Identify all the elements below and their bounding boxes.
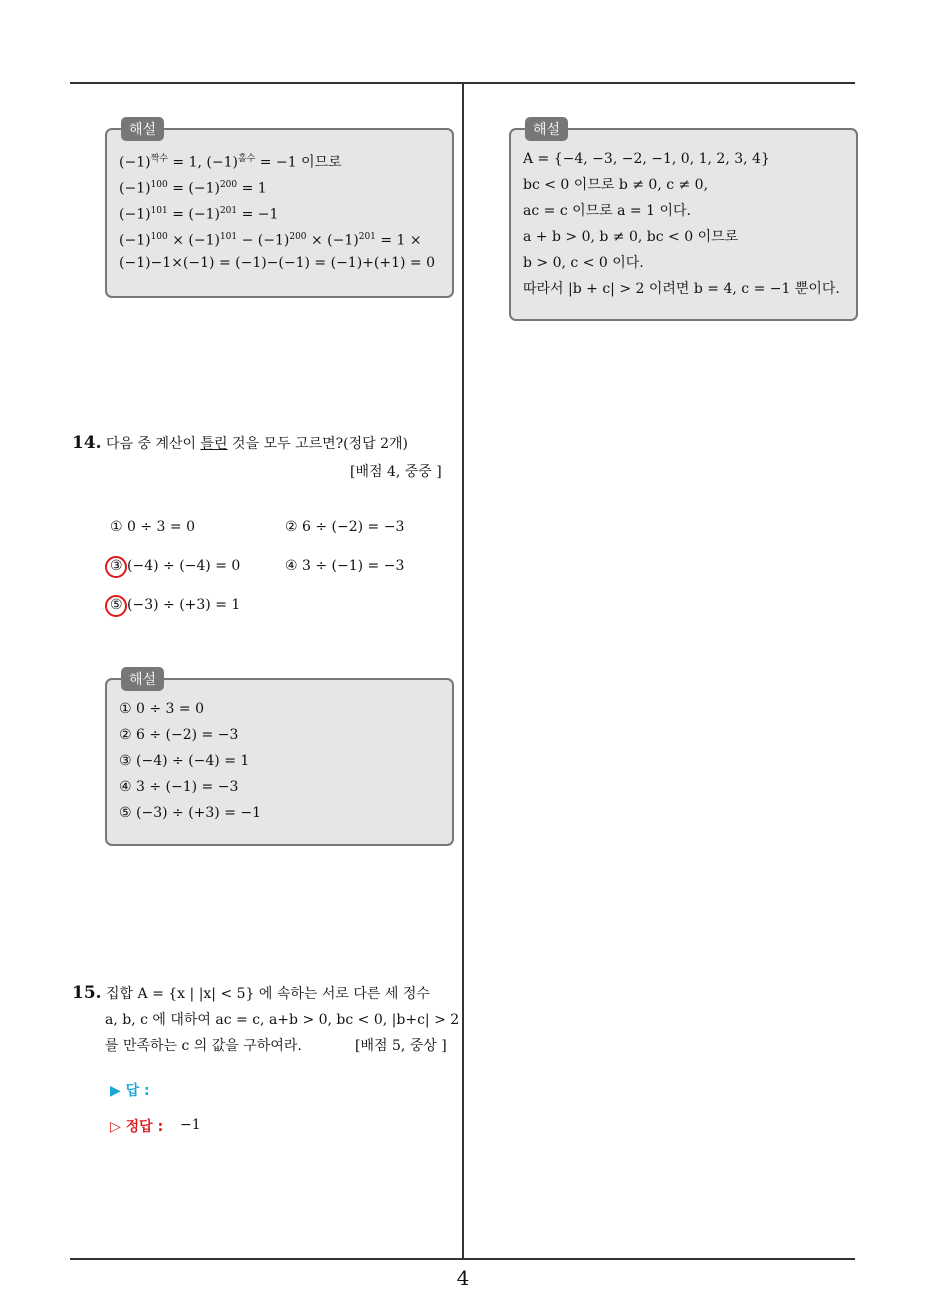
solution-line: bc < 0 이므로 b ≠ 0, c ≠ 0, xyxy=(523,177,709,193)
solution-line: $(-1)^{101} = (-1)^{201} = -1$ xyxy=(119,206,279,223)
question-14 xyxy=(72,433,408,453)
question-text-underlined: 틀린 xyxy=(200,436,228,452)
solution-line: A = {−4, −3, −2, −1, 0, 1, 2, 3, 4} xyxy=(523,151,770,167)
solution-tag: 해설 xyxy=(121,667,164,691)
page-number: 4 xyxy=(456,1266,470,1290)
solution-line: a + b > 0, b ≠ 0, bc < 0 이므로 xyxy=(523,229,739,245)
solution-line: ③ (−4) ÷ (−4) = 1 xyxy=(119,753,250,769)
choice-4[interactable]: ④ 3 ÷ (−1) = −3 xyxy=(285,558,405,574)
solution-tag: 해설 xyxy=(121,117,164,141)
column-divider xyxy=(462,84,464,1259)
solution-line: (−1)−1×(−1) = (−1)−(−1) = (−1)+(+1) = 0 xyxy=(119,255,435,271)
correct-answer-label: ▷ 정답 : xyxy=(110,1119,164,1135)
answer-input-label[interactable]: ▶ 답 : xyxy=(110,1083,150,1099)
correct-answer-value: −1 xyxy=(180,1117,201,1133)
question-15 xyxy=(72,983,430,1003)
choice-1[interactable]: ① 0 ÷ 3 = 0 xyxy=(110,519,195,535)
solution-line: b > 0, c < 0 이다. xyxy=(523,255,644,271)
question-text: 것을 모두 고르면?(정답 2개) xyxy=(227,436,408,452)
solution-line: ④ 3 ÷ (−1) = −3 xyxy=(119,779,239,795)
question-number: 15. xyxy=(72,983,102,1003)
solution-line: ac = c 이므로 a = 1 이다. xyxy=(523,203,691,219)
question-text: 다음 중 계산이 xyxy=(106,436,201,452)
question-score: [배점 5, 중상 ] xyxy=(355,1038,447,1054)
question-number: 14. xyxy=(72,433,102,453)
choice-3[interactable]: ③ (−4) ÷ (−4) = 0 xyxy=(110,558,241,574)
question-text: 를 만족하는 c 의 값을 구하여라. xyxy=(105,1038,302,1054)
choice-5[interactable]: ⑤ (−3) ÷ (+3) = 1 xyxy=(110,597,241,613)
solution-line: ① 0 ÷ 3 = 0 xyxy=(119,701,204,717)
solution-line: $(-1)^{짝수} = 1$, $(-1)^{홀수} = -1$ 이므로 xyxy=(119,154,342,171)
solution-box-13 xyxy=(105,122,454,298)
solution-box-15 xyxy=(509,122,858,321)
solution-line: 따라서 |b + c| > 2 이려면 b = 4, c = −1 뿐이다. xyxy=(523,281,840,297)
solution-line: ② 6 ÷ (−2) = −3 xyxy=(119,727,239,743)
solution-line: $(-1)^{100} \times (-1)^{101} - (-1)^{200} \times (-1)^{201} = 1$ × xyxy=(119,232,422,249)
question-text: a, b, c 에 대하여 ac = c, a+b > 0, bc < 0, |b+c| > 2 xyxy=(105,1012,460,1028)
solution-line: $(-1)^{100} = (-1)^{200} = 1$ xyxy=(119,180,267,197)
bottom-rule xyxy=(70,1258,855,1260)
answer-mark-circle xyxy=(105,595,127,617)
question-text: 집합 A = {x | |x| < 5} 에 속하는 서로 다른 세 정수 xyxy=(106,986,430,1002)
solution-line: ⑤ (−3) ÷ (+3) = −1 xyxy=(119,805,262,821)
answer-mark-circle xyxy=(105,556,127,578)
question-score: [배점 4, 중중 ] xyxy=(350,464,442,480)
choice-2[interactable]: ② 6 ÷ (−2) = −3 xyxy=(285,519,405,535)
solution-box-14 xyxy=(105,672,454,846)
solution-tag: 해설 xyxy=(525,117,568,141)
